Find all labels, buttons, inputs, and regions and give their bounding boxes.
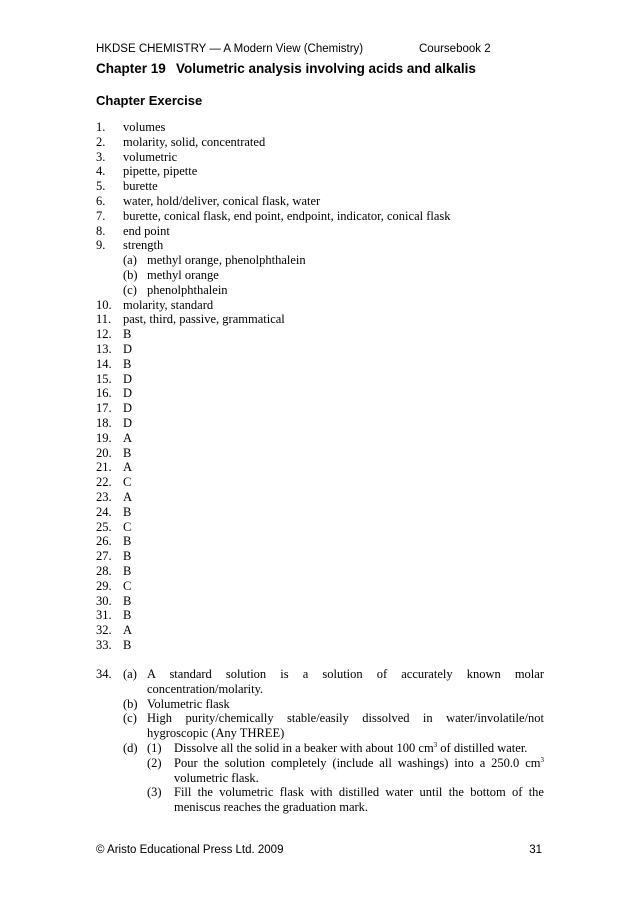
answer-number: 7. [96,208,106,223]
sub-answer [96,283,544,298]
answer-text: burette [123,179,158,194]
answer-number: 6. [96,193,106,208]
answer-text: B [123,593,132,608]
answer-item [96,386,544,401]
question-number: 34. [96,667,112,681]
answer-number: 16. [96,386,112,401]
answer-number: 28. [96,563,112,578]
step-3 [96,785,544,815]
answer-item [96,594,544,609]
answer-text: B [123,445,132,460]
answer-item [96,401,544,416]
answer-item [96,579,544,594]
question-34 [96,667,544,815]
answer-text: B [123,504,132,519]
step-3-line-2: meniscus reaches the graduation mark. [174,800,369,815]
answer-item [96,520,544,535]
answer-item [96,327,544,342]
part-label: (a) [123,667,137,681]
answer-item [96,298,544,313]
answer-item [96,342,544,357]
answer-number: 11. [96,312,112,327]
answer-text: volumes [123,120,166,134]
answer-item [96,505,544,520]
answer-item [96,564,544,579]
answer-text: strength [123,238,164,253]
part-label: (c) [123,711,137,726]
sub-answer-label: (b) [123,267,138,282]
step-label: (1) [147,740,162,755]
answer-text: past, third, passive, grammatical [123,312,285,327]
answer-number: 32. [96,623,112,638]
answer-text: A [123,430,133,445]
answer-text: B [123,534,132,549]
sub-answer [96,268,544,283]
answer-item [96,357,544,372]
step-2-line-2: volumetric flask. [174,770,259,785]
answer-item [96,416,544,431]
sub-answer-label: (c) [123,282,137,297]
part-c-line-1: High purity/chemically stable/easily dissolved in water/involatile/not [147,711,544,726]
answer-item [96,534,544,549]
part-a-line-2: concentration/molarity. [147,681,264,696]
answer-number: 12. [96,327,112,342]
answer-item [96,490,544,505]
answer-text: volumetric [123,149,178,164]
step-1-text: Dissolve all the solid in a beaker with about 100 $cm^3$ of distilled water. [174,740,528,755]
page-number: 31 [529,844,542,856]
answer-text: water, hold/deliver, conical flask, water [123,193,321,208]
part-label: (b) [123,696,138,711]
answer-number: 23. [96,489,112,504]
sub-answer [96,253,544,268]
part-a [96,667,544,697]
answer-item [96,431,544,446]
answer-text: C [123,578,132,593]
step-2-line-1: Pour the solution completely (include all washings) into a 250.0 $cm^3$ [174,755,544,770]
answer-text: B [123,563,132,578]
header-book-title: HKDSE CHEMISTRY — A Modern View (Chemistry) [96,43,364,55]
answer-item [96,135,544,150]
answer-text: B [123,356,132,371]
answer-text: B [123,327,132,342]
part-c [96,711,544,741]
answer-number: 27. [96,549,112,564]
chapter-title [96,60,476,78]
answer-number: 15. [96,371,112,386]
answer-item [96,238,544,253]
running-header [96,42,542,56]
step-2 [96,756,544,786]
answer-number: 20. [96,445,112,460]
answer-text: A [123,623,133,638]
part-c-line-2: hygroscopic (Any THREE) [147,726,285,741]
answer-item [96,179,544,194]
answer-item [96,446,544,461]
answer-number: 30. [96,593,112,608]
answer-item [96,638,544,653]
answer-item [96,164,544,179]
part-a-line-1: A standard solution is a solution of accurately known molar [147,667,544,681]
answer-item [96,608,544,623]
answer-item [96,209,544,224]
answer-text: burette, conical flask, end point, endpoint, indicator, conical flask [123,208,451,223]
answer-text: B [123,549,132,564]
answer-number: 10. [96,297,112,312]
answer-text: D [123,401,133,416]
answer-number: 1. [96,120,106,134]
answer-item [96,150,544,165]
answer-number: 21. [96,460,112,475]
step-label: (2) [147,755,162,770]
page-footer [96,843,542,857]
answer-number: 13. [96,341,112,356]
answer-item [96,372,544,387]
copyright-notice: © Aristo Educational Press Ltd. 2009 [96,844,284,856]
answer-text: B [123,637,132,652]
answer-text: D [123,371,133,386]
answer-item [96,194,544,209]
answer-text: A [123,460,133,475]
answer-number: 2. [96,134,106,149]
answer-text: A [123,489,133,504]
part-b-text: Volumetric flask [147,696,230,711]
answer-text: B [123,608,132,623]
answer-item [96,549,544,564]
answer-text: molarity, solid, concentrated [123,134,266,149]
answer-number: 5. [96,179,106,194]
answer-text: molarity, standard [123,297,214,312]
answer-number: 25. [96,519,112,534]
answer-number: 19. [96,430,112,445]
answer-text: D [123,415,133,430]
part-b [96,697,544,712]
sub-answer-text: phenolphthalein [147,282,228,297]
answer-text: D [123,386,133,401]
step-label: (3) [147,785,162,800]
answer-number: 3. [96,149,106,164]
answer-text: C [123,475,132,490]
answer-number: 9. [96,238,106,253]
answer-number: 4. [96,164,106,179]
answer-item [96,475,544,490]
answer-text: end point [123,223,170,238]
answer-item [96,120,544,135]
step-1 [96,741,544,756]
answer-number: 26. [96,534,112,549]
answer-number: 17. [96,401,112,416]
answer-text: D [123,341,133,356]
part-label: (d) [123,740,138,755]
sub-answer-text: methyl orange [147,267,219,282]
answer-item [96,312,544,327]
sub-answer-label: (a) [123,253,137,268]
section-title: Chapter Exercise [96,93,203,108]
answer-number: 31. [96,608,112,623]
answer-item [96,224,544,239]
answer-number: 8. [96,223,106,238]
part-d [96,741,544,815]
step-3-line-1: Fill the volumetric flask with distilled water until the bottom of the [174,785,544,800]
header-coursebook: Coursebook 2 [419,43,491,55]
chapter-number: Chapter 19 [96,61,166,76]
answer-number: 22. [96,475,112,490]
answer-text: C [123,519,132,534]
answer-number: 29. [96,578,112,593]
answer-text: pipette, pipette [123,164,198,179]
answer-item [96,623,544,638]
answer-number: 14. [96,356,112,371]
answer-list [96,120,544,653]
chapter-name: Volumetric analysis involving acids and alkalis [176,61,476,76]
answer-number: 33. [96,637,112,652]
answer-number: 24. [96,504,112,519]
sub-answer-text: methyl orange, phenolphthalein [147,253,306,268]
answer-item [96,460,544,475]
answer-number: 18. [96,415,112,430]
